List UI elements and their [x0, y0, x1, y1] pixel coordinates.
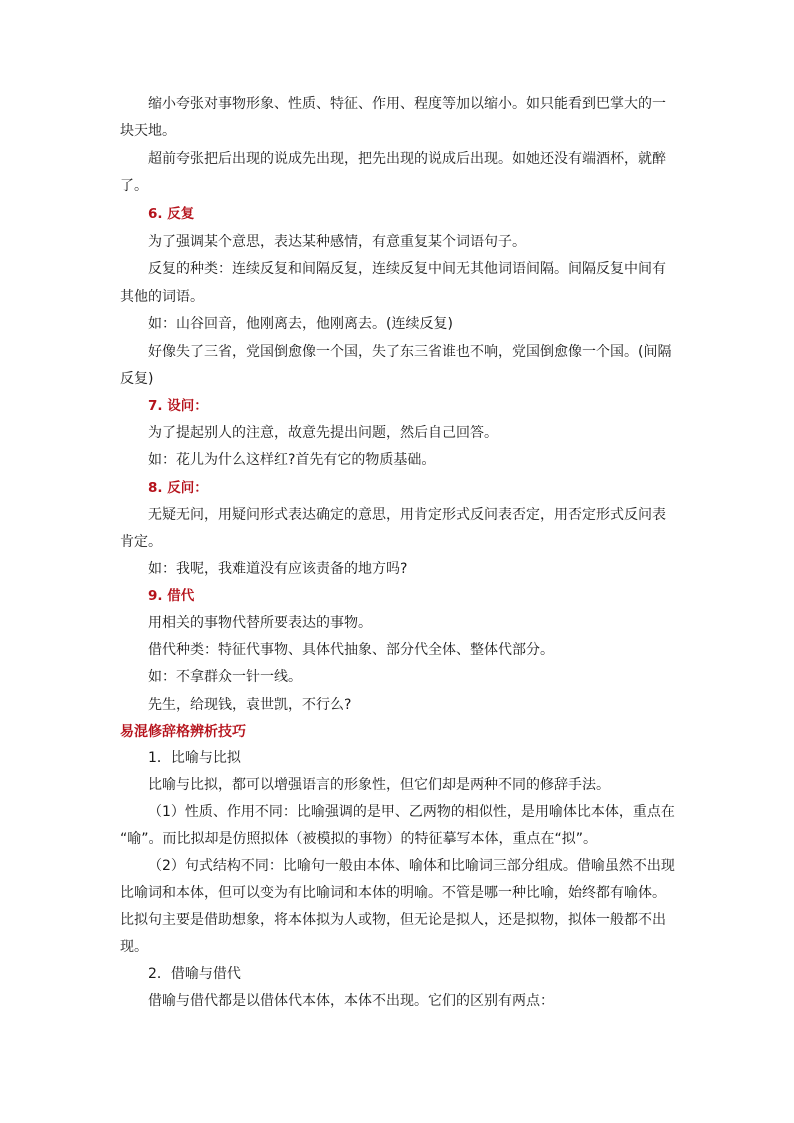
- paragraph-line: 好像失了三省，党国倒愈像一个国，失了东三省谁也不响，党国倒愈像一个国。(间隔: [148, 344, 672, 360]
- paragraph-line: 了。: [120, 178, 148, 194]
- paragraph-line: 借喻与借代都是以借体代本体，本体不出现。它们的区别有两点：: [148, 993, 554, 1009]
- paragraph-line: 如：花儿为什么这样红?首先有它的物质基础。: [148, 452, 436, 468]
- paragraph-line: 比喻词和本体，但可以变为有比喻词和本体的明喻。不管是哪一种比喻，始终都有喻体。: [120, 885, 666, 901]
- paragraph-line: 如：不拿群众一针一线。: [148, 669, 302, 685]
- paragraph-line: 反复): [120, 371, 154, 387]
- paragraph-line: 用相关的事物代替所要表达的事物。: [148, 615, 372, 631]
- paragraph-line: 为了强调某个意思，表达某种感情，有意重复某个词语句子。: [148, 234, 526, 250]
- paragraph-line: 超前夸张把后出现的说成先出现，把先出现的说成后出现。如她还没有端酒杯，就醉: [148, 151, 666, 167]
- paragraph-line: 为了提起别人的注意，故意先提出问题，然后自己回答。: [148, 425, 498, 441]
- paragraph-line: （1）性质、作用不同：比喻强调的是甲、乙两物的相似性，是用喻体比本体，重点在: [148, 804, 675, 820]
- section-heading: 6. 反复: [148, 206, 195, 222]
- section-title: 易混修辞格辨析技巧: [120, 724, 246, 740]
- paragraph-line: 肯定。: [120, 534, 162, 550]
- paragraph-line: 比喻与比拟，都可以增强语言的形象性，但它们却是两种不同的修辞手法。: [148, 777, 610, 793]
- paragraph-line: 如：山谷回音，他刚离去，他刚离去。(连续反复): [148, 316, 453, 332]
- paragraph-line: 先生，给现钱，袁世凯，不行么?: [148, 697, 352, 713]
- paragraph-line: 无疑无问，用疑问形式表达确定的意思，用肯定形式反问表否定，用否定形式反问表: [148, 507, 666, 523]
- paragraph-line: 2．借喻与借代: [148, 966, 241, 982]
- paragraph-line: 借代种类：特征代事物、具体代抽象、部分代全体、整体代部分。: [148, 642, 554, 658]
- paragraph-line: 块天地。: [120, 123, 176, 139]
- paragraph-line: 其他的词语。: [120, 289, 204, 305]
- section-heading: 7. 设问：: [148, 398, 208, 414]
- paragraph-line: 如：我呢，我难道没有应该责备的地方吗?: [148, 561, 408, 577]
- paragraph-line: “喻”。而比拟却是仿照拟体（被模拟的事物）的特征摹写本体，重点在“拟”。: [120, 831, 598, 847]
- paragraph-line: 缩小夸张对事物形象、性质、特征、作用、程度等加以缩小。如只能看到巴掌大的一: [148, 96, 666, 112]
- section-heading: 8. 反问：: [148, 480, 208, 496]
- paragraph-line: 现。: [120, 939, 148, 955]
- paragraph-line: 比拟句主要是借助想象，将本体拟为人或物，但无论是拟人，还是拟物，拟体一般都不出: [120, 912, 666, 928]
- paragraph-line: 反复的种类：连续反复和间隔反复，连续反复中间无其他词语间隔。间隔反复中间有: [148, 261, 666, 277]
- paragraph-line: （2）句式结构不同：比喻句一般由本体、喻体和比喻词三部分组成。借喻虽然不出现: [148, 858, 675, 874]
- paragraph-line: 1．比喻与比拟: [148, 750, 241, 766]
- section-heading: 9. 借代: [148, 588, 195, 604]
